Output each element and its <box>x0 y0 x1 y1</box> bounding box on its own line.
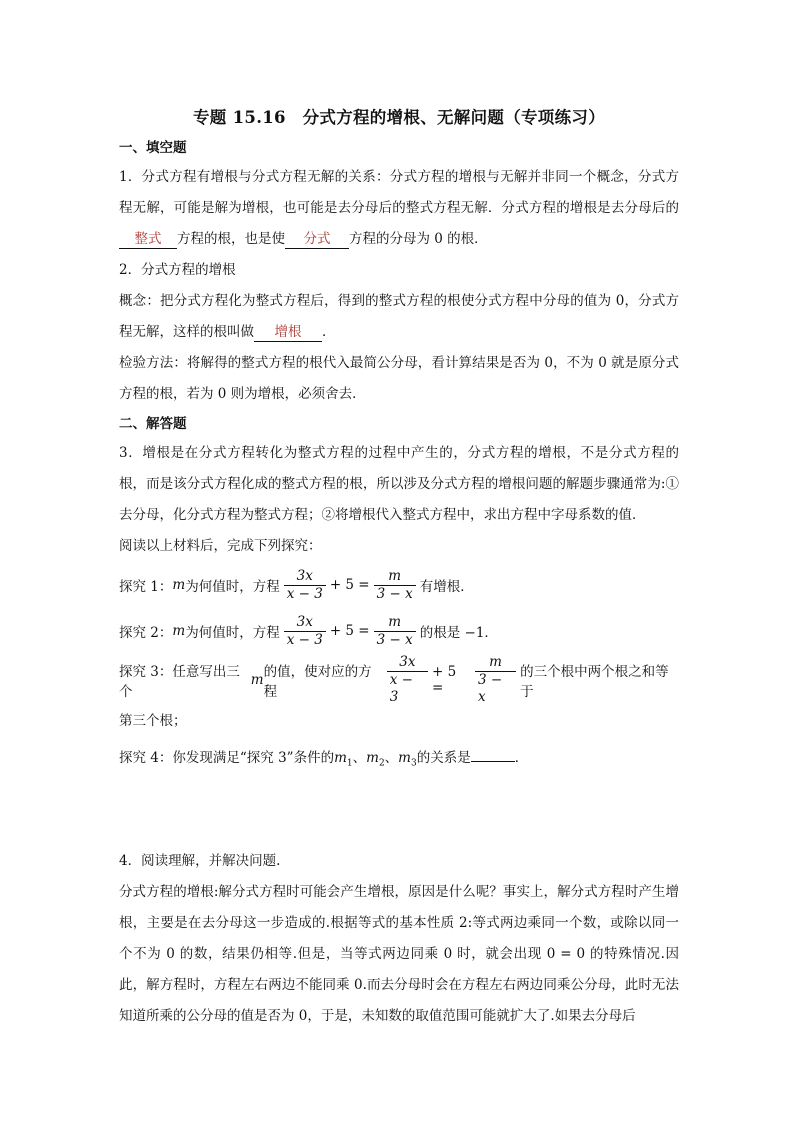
fraction-left-den: x − 3 <box>387 671 428 706</box>
fraction-right-num: m <box>388 567 402 584</box>
fraction-left <box>284 568 326 603</box>
explore-3-mid: 的值，使对应的方程 <box>263 664 372 700</box>
explore-2-var: m <box>172 623 186 639</box>
q2-concept-before: 概念：把分式方程化为整式方程后，得到的整式方程的根使分式方程中分母的值为 0，分式方程无解，这样的根叫做 <box>119 293 679 340</box>
fraction-right-num: m <box>489 654 502 670</box>
explore-1-label: 探究 1： <box>119 579 173 595</box>
q1-blank-2: 分式 <box>285 230 349 249</box>
question-2-concept <box>119 286 679 348</box>
separator-1: 、 <box>352 750 367 766</box>
q2-concept-after: ． <box>322 324 336 340</box>
fraction-left <box>284 614 326 649</box>
equation <box>282 568 418 603</box>
m1-sub: 1 <box>346 758 353 769</box>
m2-var: m <box>366 750 379 766</box>
explore-1-var: m <box>172 577 186 593</box>
equation <box>282 614 418 649</box>
equation-op: + 5 = <box>329 577 370 593</box>
explore-4-end: ． <box>514 750 529 766</box>
question-4-heading: 4．阅读理解，并解决问题. <box>119 852 281 869</box>
fraction-right-den: 3 − x <box>475 671 516 706</box>
separator-2: 、 <box>384 750 399 766</box>
fraction-right-num: m <box>388 613 402 630</box>
question-2-check: 检验方法：将解得的整式方程的根代入最简公分母，看计算结果是否为 0，不为 0 就是原分式方程的根，若为 0 则为增根，必须舍去． <box>119 355 679 402</box>
question-4-body: 分式方程的增根:解分式方程时可能会产生增根，原因是什么呢？事实上，解分式方程时产生增根，主要是在去分母这一步造成的.根据等式的基本性质 2:等式两边乘同一个数，或除以同一个不为 0 的数，结果仍相等.但是，当等式两边同乘 0 时，就会出现 0 = 0 的特殊情况.因此，解方程时，方程左右两边不能同乘 0.而去分母时会在方程左右两边同乘公分母，此时无法知道所乘的公分母的值是否为 0，于是，未知数的取值范围可能就扩大了.如果去分母后 <box>119 883 680 1024</box>
explore-1-post: 有增根． <box>419 579 474 595</box>
page-title: 专题 15.16 分式方程的增根、无解问题（专项练习） <box>192 108 605 127</box>
fraction-right <box>374 614 416 649</box>
q2-blank: 增根 <box>254 323 322 342</box>
q1-blank-1: 整式 <box>119 230 177 249</box>
explore-3 <box>119 654 679 706</box>
q1-text-3: 方程的分母为 0 的根． <box>349 231 488 247</box>
explore-2-label: 探究 2： <box>119 625 173 641</box>
fraction-left <box>387 654 428 706</box>
q1-text-1: 1．分式方程有增根与分式方程无解的关系：分式方程的增根与无解并非同一个概念，分式方程无解，可能是解为增根，也可能是去分母后的整式方程无解．分式方程的增根是去分母后的 <box>119 169 679 216</box>
section-heading-solve: 二、解答题 <box>119 416 187 432</box>
m2-sub: 2 <box>378 758 385 769</box>
explore-3-label: 探究 3：任意写出三个 <box>119 664 240 700</box>
q1-text-2: 方程的根，也是使 <box>177 231 285 247</box>
explore-2-post: 的根是 −1． <box>419 625 498 641</box>
fraction-right-den: 3 − x <box>374 631 416 649</box>
explore-4 <box>119 743 679 780</box>
fraction-left-num: 3x <box>399 654 416 670</box>
question-3-intro: 3．增根是在分式方程转化为整式方程的过程中产生的，分式方程的增根，不是分式方程的根，而是该分式方程化成的整式方程的根，所以涉及分式方程的增根问题的解题步骤通常为:①去分母，化分式方程为整式方程；②将增根代入整式方程中，求出方程中字母系数的值． <box>119 445 679 523</box>
explore-4-blank <box>471 761 515 762</box>
fraction-left-den: x − 3 <box>284 631 326 649</box>
fraction-right-den: 3 − x <box>374 585 416 603</box>
question-3-read: 阅读以上材料后，完成下列探究： <box>119 538 322 554</box>
answer-space <box>119 780 679 846</box>
explore-3-post: 的三个根中两个根之和等于 <box>520 664 669 700</box>
fraction-left-den: x − 3 <box>284 585 326 603</box>
m3-var: m <box>398 750 411 766</box>
fraction-right <box>374 568 416 603</box>
section-heading-fill: 一、填空题 <box>119 140 187 156</box>
m1-var: m <box>334 750 347 766</box>
explore-1 <box>119 562 679 608</box>
explore-2-mid: 为何值时，方程 <box>185 625 280 641</box>
fraction-left-num: 3x <box>296 567 313 584</box>
question-1 <box>119 162 679 255</box>
explore-3-continued: 第三个根； <box>119 713 187 729</box>
equation-op: + 5 = <box>329 623 370 639</box>
explore-4-label: 探究 4：你发现满足“探究 3”条件的 <box>119 750 335 766</box>
document-body <box>119 104 679 1032</box>
explore-4-post: 的关系是 <box>416 750 471 766</box>
equation <box>385 654 518 706</box>
fraction-right <box>475 654 516 706</box>
explore-1-mid: 为何值时，方程 <box>185 579 280 595</box>
question-2-heading: 2．分式方程的增根 <box>119 262 236 278</box>
explore-2 <box>119 608 679 654</box>
explore-3-var: m <box>250 672 264 688</box>
equation-op: + 5 = <box>431 664 457 696</box>
m3-sub: 3 <box>410 758 417 769</box>
fraction-left-num: 3x <box>296 613 313 630</box>
